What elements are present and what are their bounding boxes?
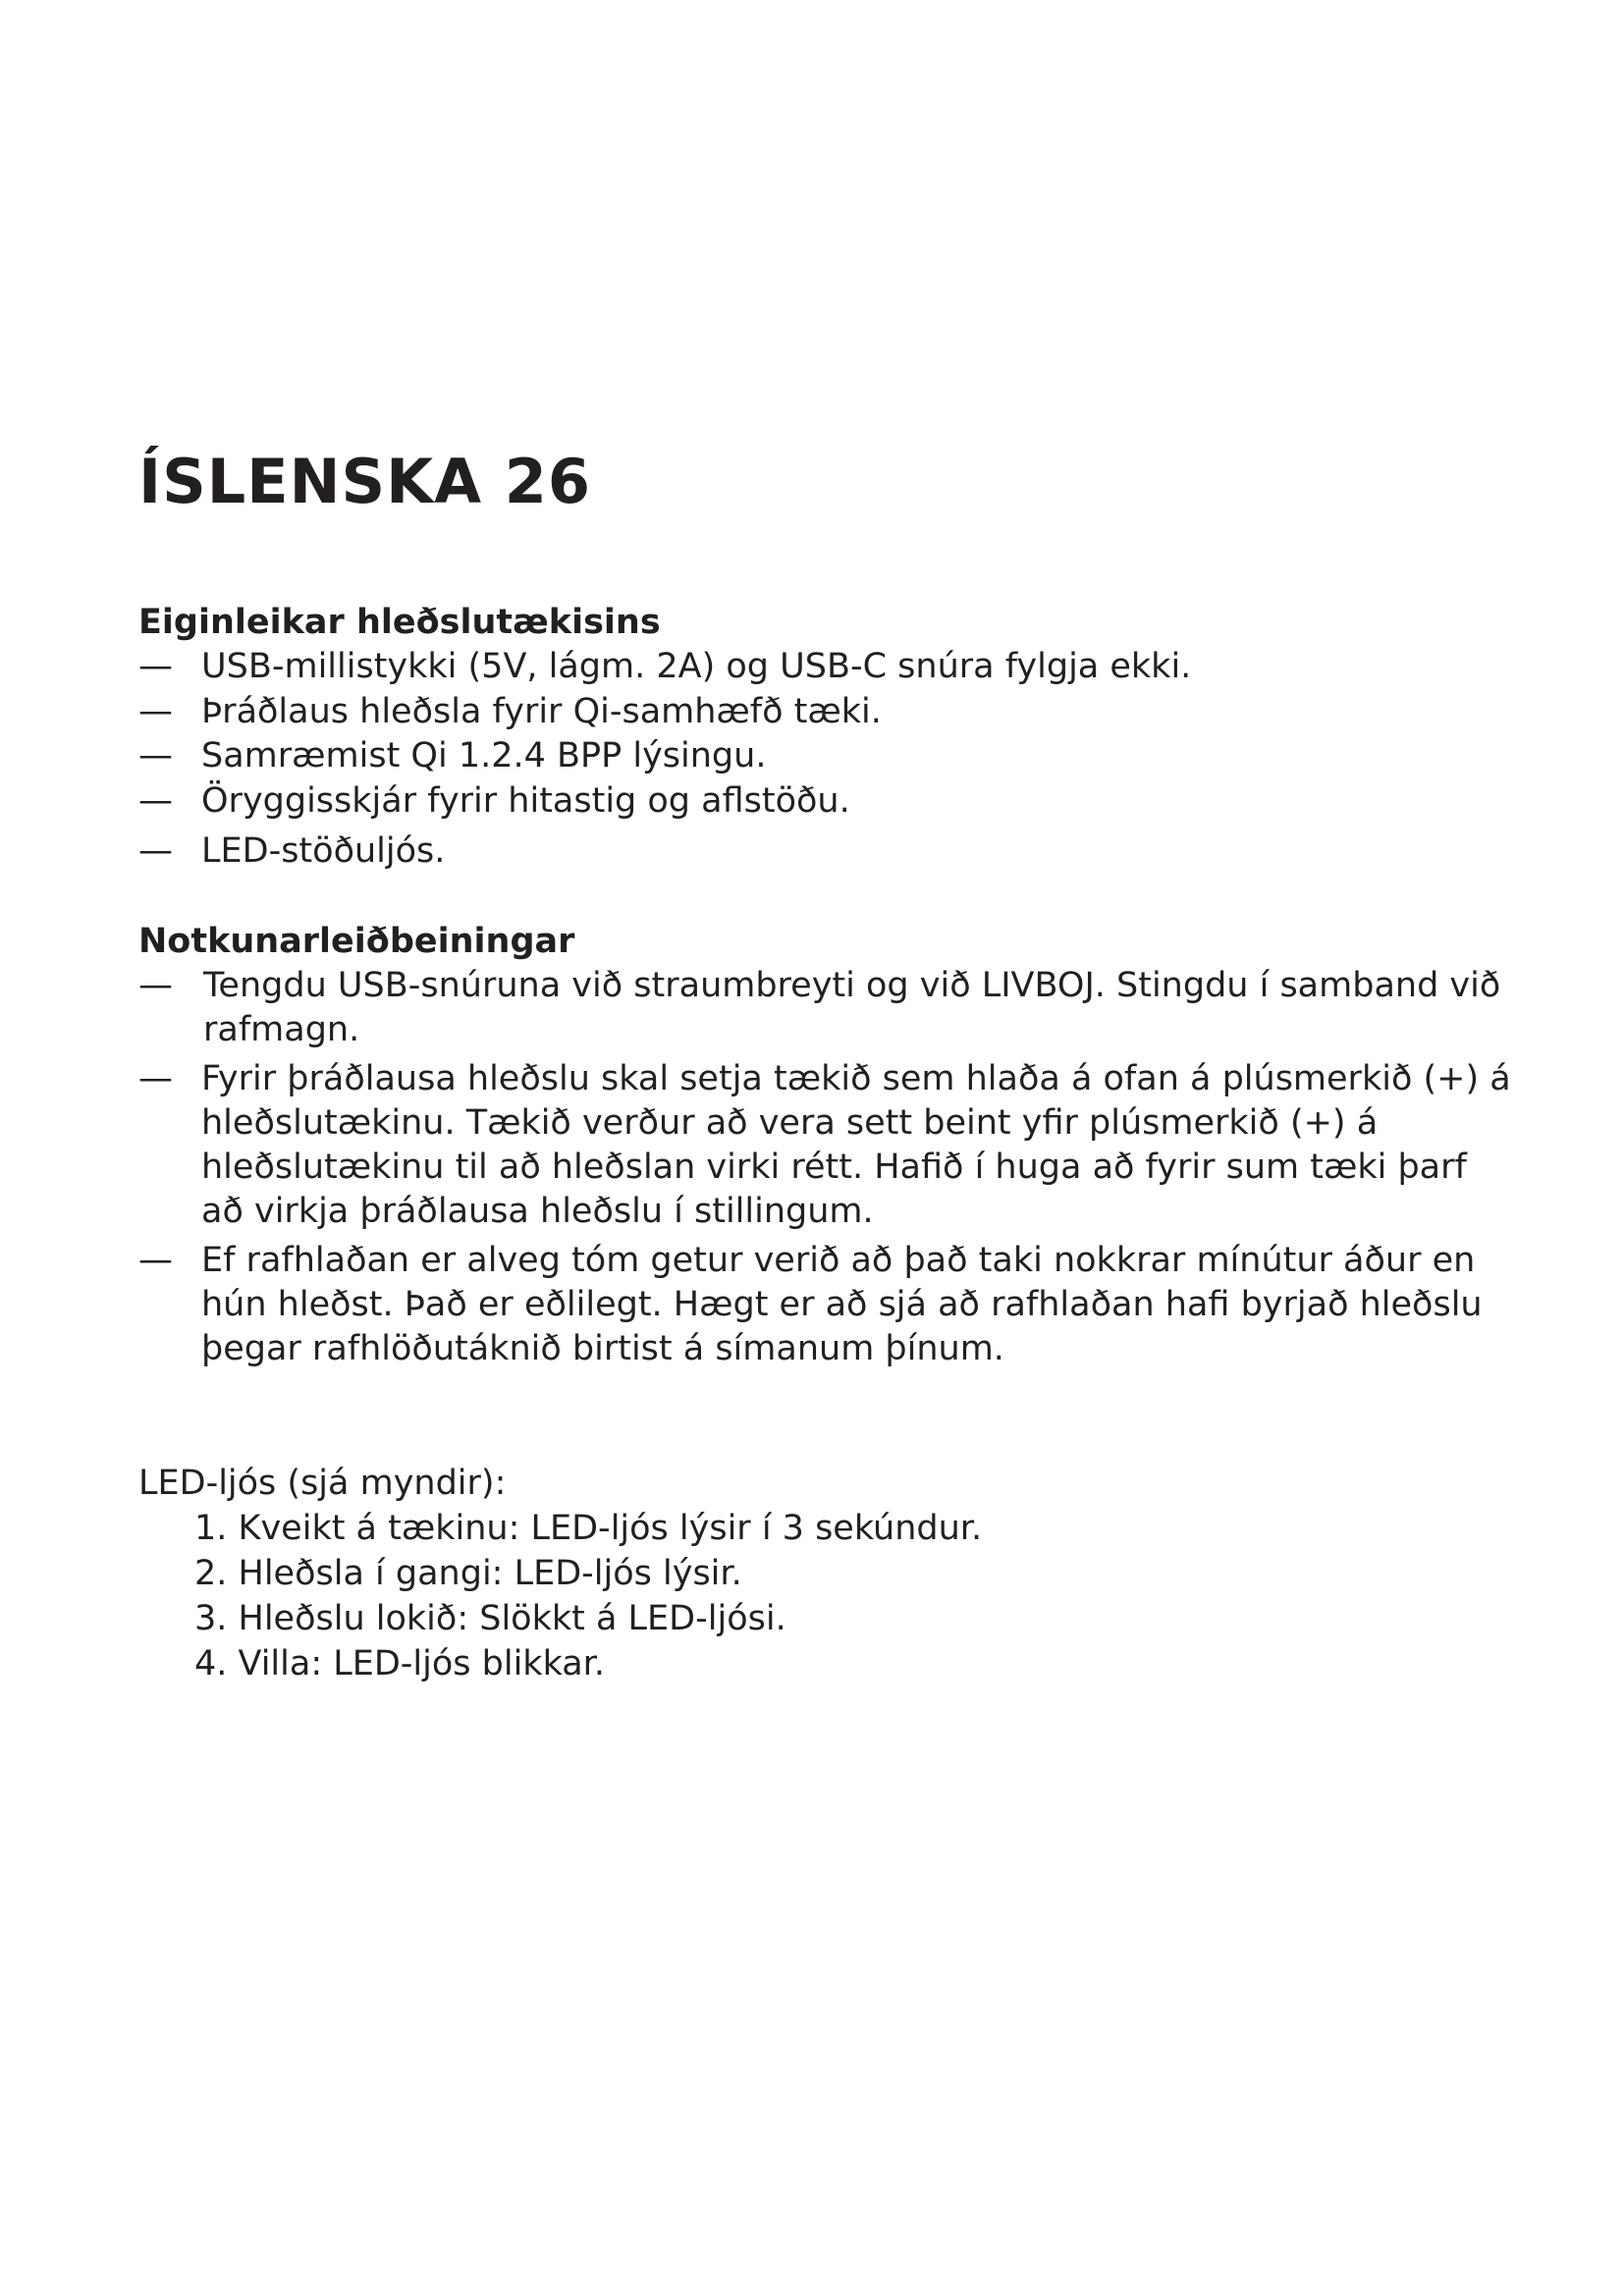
instructions-section [138, 919, 1513, 1371]
feature-text: LED-stöðuljós. [201, 831, 446, 871]
feature-text: Öryggisskjár fyrir hitastig og aflstöðu. [201, 780, 850, 821]
led-intro: LED-ljós (sjá myndir): [138, 1464, 507, 1503]
instruction-text: Ef rafhlaðan er alveg tóm getur verið að það taki nokkrar mínútur áður en hún hleðst. Það er eðlilegt. Hægt er að sjá að rafhlaðan hafi byrjað hleðslu þegar rafhlöðutáknið birtist á símanum þínum. [201, 1241, 1483, 1368]
feature-text: Samræmist Qi 1.2.4 BPP lýsingu. [201, 736, 767, 775]
list-item: 4. Villa: LED-ljós blikkar. [194, 1644, 605, 1683]
list-item: 1. Kveikt á tækinu: LED-ljós lýsir í 3 sekúndur. [194, 1509, 983, 1548]
instruction-text: Tengdu USB-snúruna við straumbreyti og við LIVBOJ. Stingdu í samband við rafmagn. [203, 966, 1501, 1049]
list-item [138, 1057, 1513, 1234]
features-heading: Eiginleikar hleðslutækisins [138, 603, 661, 642]
features-section [138, 600, 1513, 875]
list-item [138, 964, 1513, 1052]
list-item [138, 645, 1513, 690]
dash-bullet: — [138, 647, 173, 686]
feature-text: USB-millistykki (5V, lágm. 2A) og USB-C snúra fylgja ekki. [201, 647, 1192, 686]
features-list [138, 645, 1513, 875]
list-item [138, 779, 1513, 825]
list-item [138, 734, 1513, 779]
list-item: 3. Hleðslu lokið: Slökkt á LED-ljósi. [194, 1599, 786, 1638]
list-item [138, 829, 1513, 875]
list-item: 2. Hleðsla í gangi: LED-ljós lýsir. [194, 1554, 742, 1593]
dash-bullet: — [138, 966, 173, 1005]
list-item [138, 1239, 1513, 1371]
feature-text: Þráðlaus hleðsla fyrir Qi-samhæfð tæki. [201, 691, 882, 731]
list-item [138, 690, 1513, 735]
page-title: ÍSLENSKA 26 [138, 446, 592, 517]
instruction-text: Fyrir þráðlausa hleðslu skal setja tækið sem hlaða á ofan á plúsmerkið (+) á hleðslutækinu. Tækið verður að vera sett beint yfir plúsmerkið (+) á hleðslutækinu til að hleðslan virki rétt. Hafið í huga að fyrir sum tæki þarf að virkja þráðlausa hleðslu í stillingum. [201, 1059, 1511, 1231]
led-section [138, 1461, 1513, 1686]
dash-bullet: — [138, 1059, 173, 1098]
dash-bullet: — [138, 831, 173, 871]
dash-bullet: — [138, 736, 173, 775]
dash-bullet: — [138, 780, 173, 821]
instructions-heading: Notkunarleiðbeiningar [138, 922, 575, 961]
led-list [138, 1506, 1513, 1686]
instructions-list [138, 964, 1513, 1371]
dash-bullet: — [138, 691, 173, 731]
dash-bullet: — [138, 1241, 173, 1280]
